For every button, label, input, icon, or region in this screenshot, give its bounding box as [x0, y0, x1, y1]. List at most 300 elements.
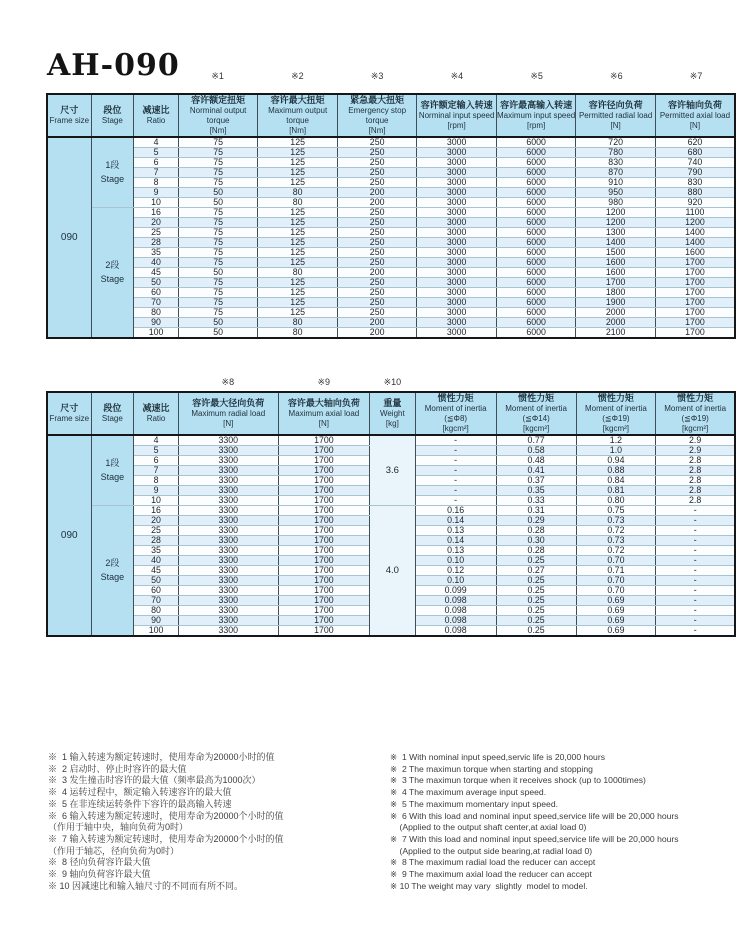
data-cell: 0.69	[576, 605, 656, 615]
ratio-cell: 60	[134, 287, 179, 297]
ref-mark: ※7	[689, 71, 703, 81]
data-cell: 6000	[496, 187, 576, 197]
ratio-cell: 80	[134, 307, 179, 317]
data-cell: 250	[337, 297, 417, 307]
column-header-en: Ratio	[146, 116, 166, 125]
data-cell: -	[656, 535, 735, 545]
stage-label-en: Stage	[100, 273, 125, 284]
data-cell: 3300	[178, 555, 278, 565]
data-cell: 3300	[178, 515, 278, 525]
column-header-unit: [rpm]	[527, 121, 546, 131]
data-cell: 6000	[496, 267, 576, 277]
data-cell: -	[415, 455, 496, 465]
frame-size-cell: 090	[47, 435, 91, 636]
data-cell: 3000	[417, 317, 497, 327]
footnote-line: ※ 10 The weight may vary slightly model to model.	[390, 880, 588, 891]
data-cell: 6000	[496, 227, 576, 237]
data-cell: 250	[337, 287, 417, 297]
column-header-sub: (≦Φ19)	[602, 413, 630, 423]
column-header-zh: 尺寸	[60, 105, 79, 115]
data-cell: 3000	[417, 197, 497, 207]
data-cell: 0.58	[496, 445, 576, 455]
column-header-unit: [N]	[610, 121, 621, 131]
data-cell: 1700	[655, 317, 735, 327]
data-cell: 3000	[417, 267, 497, 277]
data-cell: 6000	[496, 287, 576, 297]
column-header	[278, 392, 370, 435]
column-header	[415, 392, 496, 435]
data-cell: 75	[178, 247, 258, 257]
data-cell: 75	[178, 137, 258, 148]
data-cell: 50	[178, 317, 258, 327]
column-header-en: Maximum output torque	[268, 106, 328, 125]
data-cell: -	[656, 525, 735, 535]
column-header-en: Ratio	[146, 414, 166, 423]
data-cell: -	[656, 625, 735, 636]
data-cell: 250	[337, 257, 417, 267]
data-cell: 3300	[178, 445, 278, 455]
data-cell: 1700	[278, 615, 370, 625]
data-cell: 0.14	[415, 535, 496, 545]
column-header-zh: 容许最高输入转速	[500, 99, 573, 110]
data-cell: 125	[258, 217, 338, 227]
data-cell: 3300	[178, 585, 278, 595]
footnote-line: ※ 1 输入转速为额定转速时，使用寿命为20000小时的值	[48, 752, 275, 762]
data-cell: 3000	[417, 217, 497, 227]
data-cell: 920	[655, 197, 735, 207]
stage-label-zh: 1段	[105, 159, 120, 170]
data-cell: 0.94	[576, 455, 656, 465]
footnote-line: (Applied to the output side bearing,at radial load 0)	[390, 845, 593, 856]
ratio-cell: 4	[134, 137, 179, 148]
column-header-en: Maximum radial load	[191, 408, 266, 418]
data-cell: 6000	[496, 207, 576, 217]
data-cell: 2.9	[656, 445, 735, 455]
column-header-en: Weight	[379, 408, 405, 418]
ratio-cell: 8	[134, 177, 179, 187]
data-cell: 6000	[496, 197, 576, 207]
data-cell: 0.31	[496, 505, 576, 515]
data-cell: 1600	[576, 257, 656, 267]
ratio-cell: 6	[134, 157, 179, 167]
column-header-en: Norminal input speed	[418, 110, 495, 120]
ratio-cell: 80	[134, 605, 179, 615]
data-cell: 3000	[417, 157, 497, 167]
data-cell: 1300	[576, 227, 656, 237]
data-cell: 6000	[496, 237, 576, 247]
data-cell: 0.27	[496, 565, 576, 575]
column-header	[134, 94, 179, 137]
stage-cell	[91, 435, 134, 506]
footnote-line: ※ 4 运转过程中，额定输入转速容许的最大值	[48, 787, 232, 798]
data-cell: 1400	[576, 237, 656, 247]
data-cell: 0.13	[415, 525, 496, 535]
data-cell: -	[415, 495, 496, 505]
data-cell: 250	[337, 157, 417, 167]
column-header-zh: 容许额定扭矩	[191, 95, 246, 105]
data-cell: 680	[655, 147, 735, 157]
column-header-en: Stage	[101, 414, 123, 423]
column-header	[337, 94, 417, 137]
ref-mark: ※9	[317, 377, 330, 387]
ratio-cell: 28	[134, 535, 179, 545]
data-cell: 3300	[178, 475, 278, 485]
ratio-cell: 20	[134, 515, 179, 525]
data-cell: 1700	[576, 277, 656, 287]
data-cell: 0.29	[496, 515, 576, 525]
data-cell: 1100	[655, 207, 735, 217]
stage-label-en: Stage	[100, 471, 125, 482]
data-cell: 200	[337, 267, 417, 277]
data-cell: -	[656, 605, 735, 615]
data-cell: 250	[337, 277, 417, 287]
data-cell: -	[656, 595, 735, 605]
ratio-cell: 5	[134, 445, 179, 455]
data-cell: 0.72	[576, 525, 656, 535]
column-header-unit: [Nm]	[289, 126, 307, 135]
ratio-cell: 50	[134, 575, 179, 585]
ratio-cell: 9	[134, 485, 179, 495]
ratio-cell: 25	[134, 227, 179, 237]
footnote-line: ※ 2 启动时、停止时容许的最大值	[48, 763, 187, 774]
data-cell: 125	[258, 207, 338, 217]
data-cell: 250	[337, 247, 417, 257]
data-cell: 75	[178, 207, 258, 217]
data-cell: 2000	[576, 307, 656, 317]
data-cell: 0.70	[576, 555, 656, 565]
data-cell: 3300	[178, 455, 278, 465]
data-cell: 6000	[496, 157, 576, 167]
column-header-en: Emergency stop torque	[348, 106, 407, 125]
footnote-line: ※ 9 轴向负荷容许最大值	[48, 869, 151, 880]
column-header-en: Stage	[101, 116, 123, 125]
ref-mark-spacer	[46, 377, 178, 388]
data-cell: 250	[337, 137, 417, 148]
data-cell: 0.25	[496, 585, 576, 595]
data-cell: 250	[337, 227, 417, 237]
column-header-unit: [Nm]	[368, 126, 386, 135]
data-cell: 0.35	[496, 485, 576, 495]
column-header	[496, 392, 576, 435]
ratio-cell: 90	[134, 615, 179, 625]
data-cell: 2000	[576, 317, 656, 327]
data-cell: 3300	[178, 525, 278, 535]
ratio-cell: 25	[134, 525, 179, 535]
data-cell: 0.10	[415, 555, 496, 565]
data-cell: 0.098	[415, 625, 496, 636]
weight-cell: 3.6	[370, 435, 415, 506]
data-cell: -	[656, 565, 735, 575]
footnote-line: ※ 6 输入转速为额定转速时，使用寿命为20000个小时的值	[48, 810, 284, 821]
data-cell: 0.69	[576, 625, 656, 636]
data-cell: -	[415, 435, 496, 446]
data-cell: 200	[337, 197, 417, 207]
data-cell: 0.099	[415, 585, 496, 595]
data-cell: 200	[337, 317, 417, 327]
ratio-cell: 7	[134, 167, 179, 177]
column-header-unit: [N]	[689, 121, 701, 131]
data-cell: 125	[258, 177, 338, 187]
data-cell: 6000	[496, 177, 576, 187]
column-header-zh: 紧急最大扭矩	[350, 95, 405, 105]
data-cell: 250	[337, 147, 417, 157]
data-cell: -	[656, 505, 735, 515]
data-cell: 3000	[417, 187, 497, 197]
data-cell: 950	[576, 187, 656, 197]
ref-mark: ※4	[450, 71, 464, 81]
column-header-zh: 容许最大扭矩	[270, 95, 325, 105]
footnote-line: ※ 5 The maximum momentary input speed.	[390, 798, 559, 809]
data-cell: 0.70	[576, 585, 656, 595]
footnote-line: ※ 3 The maximun torque when it receives shock (up to 1000times)	[390, 775, 646, 786]
data-cell: 0.72	[576, 545, 656, 555]
data-cell: 75	[178, 217, 258, 227]
data-cell: -	[415, 445, 496, 455]
data-cell: 0.88	[576, 465, 656, 475]
data-cell: 50	[178, 187, 258, 197]
ratio-cell: 6	[134, 455, 179, 465]
data-cell: 0.14	[415, 515, 496, 525]
data-cell: 1700	[655, 277, 735, 287]
column-header-en: Maximum input speed	[497, 110, 576, 120]
ratio-cell: 7	[134, 465, 179, 475]
data-cell: 0.10	[415, 575, 496, 585]
data-cell: 6000	[496, 307, 576, 317]
table2-body	[47, 435, 735, 636]
data-cell: 3300	[178, 465, 278, 475]
ref-mark: ※6	[610, 71, 623, 81]
data-cell: 1700	[278, 585, 370, 595]
data-cell: 125	[258, 147, 338, 157]
data-cell: 0.098	[415, 605, 496, 615]
data-cell: 830	[655, 177, 735, 187]
frame-size-cell: 090	[47, 137, 91, 338]
column-header-zh: 容许轴向负荷	[667, 99, 722, 110]
footnotes-english	[390, 752, 744, 892]
data-cell: 6000	[496, 137, 576, 148]
data-cell: 6000	[496, 147, 576, 157]
column-header-en: Moment of inertia	[424, 404, 487, 413]
column-header-zh: 减速比	[142, 403, 170, 413]
ref-mark: ※10	[383, 377, 402, 387]
data-cell: 0.73	[576, 535, 656, 545]
data-cell: 3000	[417, 237, 497, 247]
stage-label-zh: 2段	[105, 259, 120, 270]
data-cell: 3000	[417, 207, 497, 217]
ratio-cell: 90	[134, 317, 179, 327]
column-header-zh: 容许额定输入转速	[420, 99, 493, 110]
column-header-en: Norminal output torque	[189, 106, 247, 125]
data-cell: 3300	[178, 575, 278, 585]
column-header-zh: 重量	[383, 397, 402, 408]
data-cell: 0.33	[496, 495, 576, 505]
data-cell: 1700	[278, 625, 370, 636]
data-cell: 125	[258, 167, 338, 177]
data-cell: 3300	[178, 615, 278, 625]
data-cell: 0.30	[496, 535, 576, 545]
data-cell: 0.81	[576, 485, 656, 495]
column-header-unit: [Nm]	[209, 126, 227, 135]
column-header-zh: 减速比	[142, 105, 170, 115]
data-cell: 250	[337, 177, 417, 187]
data-cell: 3000	[417, 287, 497, 297]
data-cell: -	[656, 585, 735, 595]
data-cell: 75	[178, 297, 258, 307]
ratio-cell: 70	[134, 297, 179, 307]
data-cell: 75	[178, 167, 258, 177]
data-cell: -	[415, 465, 496, 475]
data-cell: 50	[178, 197, 258, 207]
data-cell: 3300	[178, 595, 278, 605]
data-cell: 6000	[496, 257, 576, 267]
column-header	[655, 94, 735, 137]
ratio-cell: 70	[134, 595, 179, 605]
data-cell: 1700	[278, 595, 370, 605]
footnote-line: ※ 10 因减速比和输入轴尺寸的不同而有所不同。	[48, 880, 244, 891]
data-cell: 250	[337, 207, 417, 217]
data-cell: 125	[258, 227, 338, 237]
data-cell: -	[415, 485, 496, 495]
table2-ref-marks	[46, 377, 736, 388]
data-cell: 980	[576, 197, 656, 207]
data-cell: 1700	[655, 307, 735, 317]
data-cell: 1200	[576, 217, 656, 227]
data-cell: 250	[337, 217, 417, 227]
data-cell: 1700	[278, 495, 370, 505]
data-cell: 3300	[178, 625, 278, 636]
page-title: AH-090	[47, 48, 180, 83]
data-cell: 0.28	[496, 525, 576, 535]
data-cell: 1600	[655, 247, 735, 257]
stage-label-en: Stage	[100, 571, 125, 582]
stage-label-en: Stage	[100, 173, 125, 184]
column-header-unit: [kgcm²]	[442, 424, 469, 433]
ref-mark: ※8	[221, 377, 235, 387]
data-cell: 80	[258, 187, 338, 197]
ratio-cell: 100	[134, 327, 179, 338]
ratio-cell: 10	[134, 495, 179, 505]
data-cell: 0.25	[496, 615, 576, 625]
data-cell: 1200	[655, 217, 735, 227]
data-cell: 0.80	[576, 495, 656, 505]
footnote-line: （作用于轴中央，轴向负荷为0时）	[48, 822, 189, 833]
data-cell: 3300	[178, 605, 278, 615]
data-cell: 2.9	[656, 435, 735, 446]
data-cell: 720	[576, 137, 656, 148]
spec-table-torque-speed	[46, 93, 736, 339]
data-cell: 75	[178, 277, 258, 287]
stage-label-zh: 2段	[105, 557, 120, 568]
stage-label-zh: 1段	[105, 457, 120, 468]
data-cell: 1700	[278, 605, 370, 615]
data-cell: 1700	[278, 475, 370, 485]
data-cell: 6000	[496, 217, 576, 227]
table1-ref-marks	[46, 71, 736, 82]
column-header-en: Moment of inertia	[664, 404, 727, 413]
table2-header	[47, 392, 735, 435]
column-header-unit: [N]	[223, 419, 234, 429]
data-cell: 3300	[178, 485, 278, 495]
column-header	[91, 392, 134, 435]
column-header	[417, 94, 497, 137]
data-cell: 125	[258, 257, 338, 267]
data-cell: 2.8	[656, 455, 735, 465]
data-cell: 0.48	[496, 455, 576, 465]
data-cell: 6000	[496, 277, 576, 287]
ref-mark: ※3	[370, 71, 384, 81]
data-cell: 1700	[278, 455, 370, 465]
column-header-sub: (≦Φ14)	[522, 413, 550, 423]
data-cell: 2.8	[656, 495, 735, 505]
data-cell: 780	[576, 147, 656, 157]
data-cell: 1700	[278, 435, 370, 446]
column-header-en: Permitted axial load	[659, 110, 731, 120]
data-cell: 2.8	[656, 475, 735, 485]
data-cell: 3300	[178, 535, 278, 545]
data-cell: 3000	[417, 167, 497, 177]
data-cell: 0.73	[576, 515, 656, 525]
data-cell: -	[656, 515, 735, 525]
data-cell: 740	[655, 157, 735, 167]
data-cell: 6000	[496, 167, 576, 177]
data-cell: 0.28	[496, 545, 576, 555]
data-cell: 790	[655, 167, 735, 177]
data-cell: 125	[258, 237, 338, 247]
data-cell: 50	[178, 327, 258, 338]
data-cell: 3000	[417, 307, 497, 317]
ratio-cell: 50	[134, 277, 179, 287]
column-header	[47, 94, 91, 137]
data-cell: 250	[337, 237, 417, 247]
data-cell: 3000	[417, 147, 497, 157]
ratio-cell: 5	[134, 147, 179, 157]
column-header	[91, 94, 134, 137]
ref-mark: ※5	[530, 71, 543, 81]
ref-mark-spacer	[46, 71, 178, 82]
data-cell: 3300	[178, 505, 278, 515]
data-cell: 6000	[496, 297, 576, 307]
data-cell: 0.25	[496, 605, 576, 615]
data-cell: 125	[258, 307, 338, 317]
footnote-line: ※ 7 输入转速为额定转速时，使用寿命为20000个小时的值	[48, 833, 284, 844]
data-cell: 1700	[655, 267, 735, 277]
data-cell: -	[656, 545, 735, 555]
data-cell: 620	[655, 137, 735, 148]
data-cell: 0.75	[576, 505, 656, 515]
footnotes-chinese	[48, 752, 390, 892]
data-cell: 0.25	[496, 625, 576, 636]
footnotes	[48, 752, 744, 892]
data-cell: 1.2	[576, 435, 656, 446]
data-cell: 80	[258, 267, 338, 277]
column-header-sub: (≦Φ8)	[444, 413, 468, 423]
data-cell: 1700	[655, 257, 735, 267]
data-cell: 1400	[655, 227, 735, 237]
footnote-line: (Applied to the output shaft center,at axial load 0)	[390, 822, 587, 833]
stage-cell	[91, 207, 134, 338]
data-cell: 3000	[417, 327, 497, 338]
data-cell: 125	[258, 157, 338, 167]
data-cell: 0.25	[496, 555, 576, 565]
column-header-unit: [N]	[318, 419, 329, 429]
data-cell: 75	[178, 287, 258, 297]
data-cell: 1700	[655, 297, 735, 307]
data-cell: 80	[258, 197, 338, 207]
data-cell: 125	[258, 247, 338, 257]
column-header	[178, 94, 258, 137]
data-cell: 1200	[576, 207, 656, 217]
column-header	[258, 94, 338, 137]
